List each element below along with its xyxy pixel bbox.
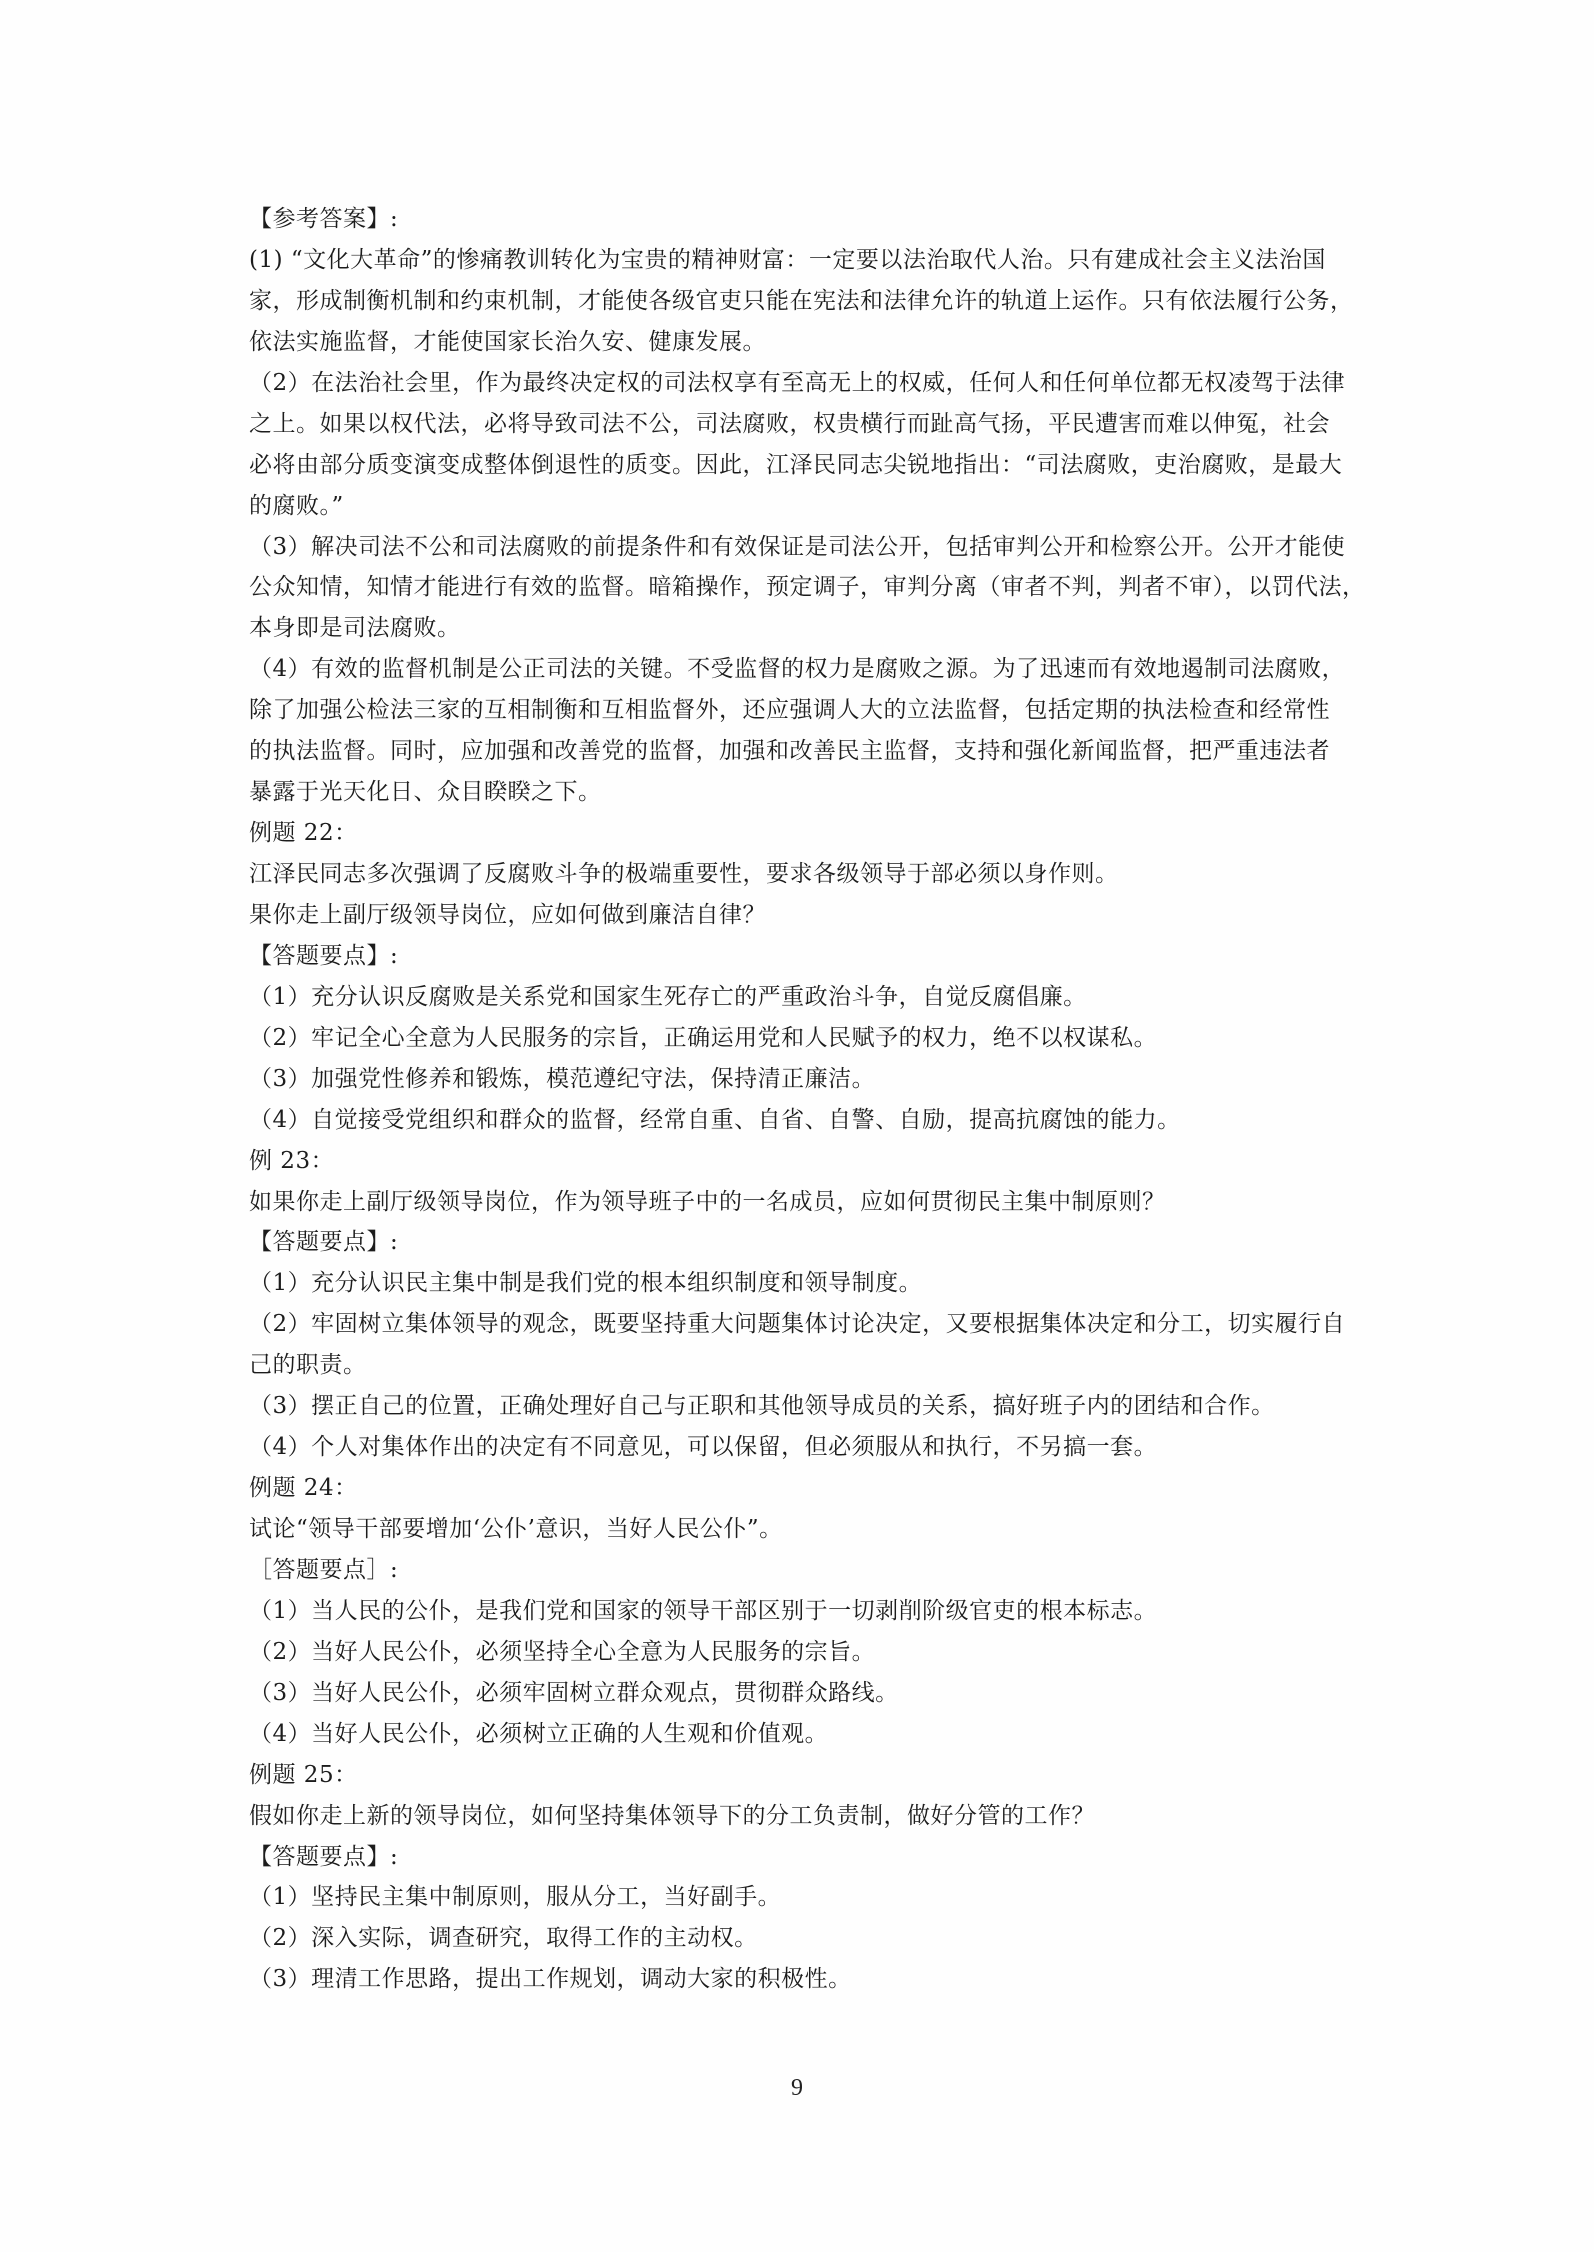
- text-line: 试论“领导干部要增加‘公仆’意识，当好人民公仆”。: [249, 1516, 783, 1542]
- text-line: 己的职责。: [249, 1352, 367, 1379]
- text-line: ［答题要点］:: [249, 1556, 399, 1583]
- text-line: （2）在法治社会里，作为最终决定权的司法权享有至高无上的权威，任何人和任何单位都无权凌驾于法律: [249, 369, 1346, 396]
- text-line: （1）当人民的公仆，是我们党和国家的领导干部区别于一切剥削阶级官吏的根本标志。: [249, 1597, 1158, 1624]
- text-line: （3）摆正自己的位置，正确处理好自己与正职和其他领导成员的关系，搞好班子内的团结和合作。: [249, 1393, 1275, 1420]
- text-line: 【参考答案】:: [249, 206, 399, 232]
- text-line: 例题 24：: [249, 1475, 358, 1502]
- page-number: 9: [791, 2075, 803, 2101]
- text-line: 【答题要点】:: [249, 942, 399, 969]
- text-line: （4）个人对集体作出的决定有不同意见，可以保留，但必须服从和执行，不另搞一套。: [249, 1434, 1158, 1461]
- text-line: （2）深入实际，调查研究，取得工作的主动权。: [249, 1925, 758, 1952]
- text-line: （1）充分认识民主集中制是我们党的根本组织制度和领导制度。: [249, 1270, 923, 1297]
- text-line: 依法实施监督，才能使国家长治久安、健康发展。: [249, 328, 766, 355]
- text-line: 假如你走上新的领导岗位，如何坚持集体领导下的分工负责制，做好分管的工作？: [249, 1802, 1095, 1829]
- text-line: （4）有效的监督机制是公正司法的关键。不受监督的权力是腐败之源。为了迅速而有效地遏制司法腐败，: [249, 656, 1346, 683]
- text-line: 必将由部分质变演变成整体倒退性的质变。因此，江泽民同志尖锐地指出：“司法腐败，吏治腐败，是最大: [249, 451, 1343, 478]
- text-line: （3）解决司法不公和司法腐败的前提条件和有效保证是司法公开，包括审判公开和检察公开。公开才能使: [249, 533, 1346, 560]
- text-line: 江泽民同志多次强调了反腐败斗争的极端重要性，要求各级领导于部必须以身作则。: [249, 861, 1119, 887]
- text-line: 例 23：: [249, 1147, 335, 1174]
- text-line: 公众知情，知情才能进行有效的监督。暗箱操作，预定调子，审判分离（审者不判，判者不审），以罚代法，: [249, 574, 1366, 601]
- text-line: 暴露于光天化日、众目睽睽之下。: [249, 779, 602, 806]
- text-line: （2）当好人民公仆，必须坚持全心全意为人民服务的宗旨。: [249, 1638, 876, 1665]
- text-line: (1) “文化大革命”的惨痛教训转化为宝贵的精神财富：一定要以法治取代人治。只有建成社会主义法治国: [249, 246, 1326, 273]
- text-line: 例题 22：: [249, 820, 358, 847]
- text-line: （2）牢记全心全意为人民服务的宗旨，正确运用党和人民赋予的权力，绝不以权谋私。: [249, 1024, 1158, 1051]
- text-line: （4）当好人民公仆，必须树立正确的人生观和价值观。: [249, 1720, 829, 1747]
- text-line: （3）理清工作思路，提出工作规划，调动大家的积极性。: [249, 1966, 852, 1993]
- text-line: （1）充分认识反腐败是关系党和国家生死存亡的严重政治斗争，自觉反腐倡廉。: [249, 983, 1087, 1010]
- text-line: 例题 25：: [249, 1761, 358, 1788]
- text-line: 除了加强公检法三家的互相制衡和互相监督外，还应强调人大的立法监督，包括定期的执法检查和经常性: [249, 697, 1330, 724]
- text-line: 家，形成制衡机制和约束机制，才能使各级官吏只能在宪法和法律允许的轨道上运作。只有依法履行公务，: [249, 287, 1354, 314]
- text-line: （3）当好人民公仆，必须牢固树立群众观点，贯彻群众路线。: [249, 1679, 899, 1706]
- page-content: [249, 199, 1369, 2000]
- text-line: 之上。如果以权代法，必将导致司法不公，司法腐败，权贵横行而趾高气扬，平民遭害而难以伸冤，社会: [249, 410, 1330, 437]
- text-line: 本身即是司法腐败。: [249, 615, 461, 642]
- text-line: 的执法监督。同时，应加强和改善党的监督，加强和改善民主监督，支持和强化新闻监督，把严重违法者: [249, 738, 1330, 765]
- text-line: 如果你走上副厅级领导岗位，作为领导班子中的一名成员，应如何贯彻民主集中制原则？: [249, 1188, 1166, 1215]
- text-line: （4）自觉接受党组织和群众的监督，经常自重、自省、自警、自励，提高抗腐蚀的能力。: [249, 1106, 1181, 1133]
- text-line: （2）牢固树立集体领导的观念，既要坚持重大问题集体讨论决定，又要根据集体决定和分工，切实履行自: [249, 1311, 1346, 1338]
- text-line: （1）坚持民主集中制原则，服从分工，当好副手。: [249, 1884, 782, 1911]
- text-line: （3）加强党性修养和锻炼，模范遵纪守法，保持清正廉洁。: [249, 1065, 876, 1092]
- text-line: 果你走上副厅级领导岗位，应如何做到廉洁自律？: [249, 901, 766, 928]
- text-line: 的腐败。”: [249, 492, 344, 519]
- text-line: 【答题要点】:: [249, 1229, 399, 1256]
- text-line: 【答题要点】:: [249, 1843, 399, 1870]
